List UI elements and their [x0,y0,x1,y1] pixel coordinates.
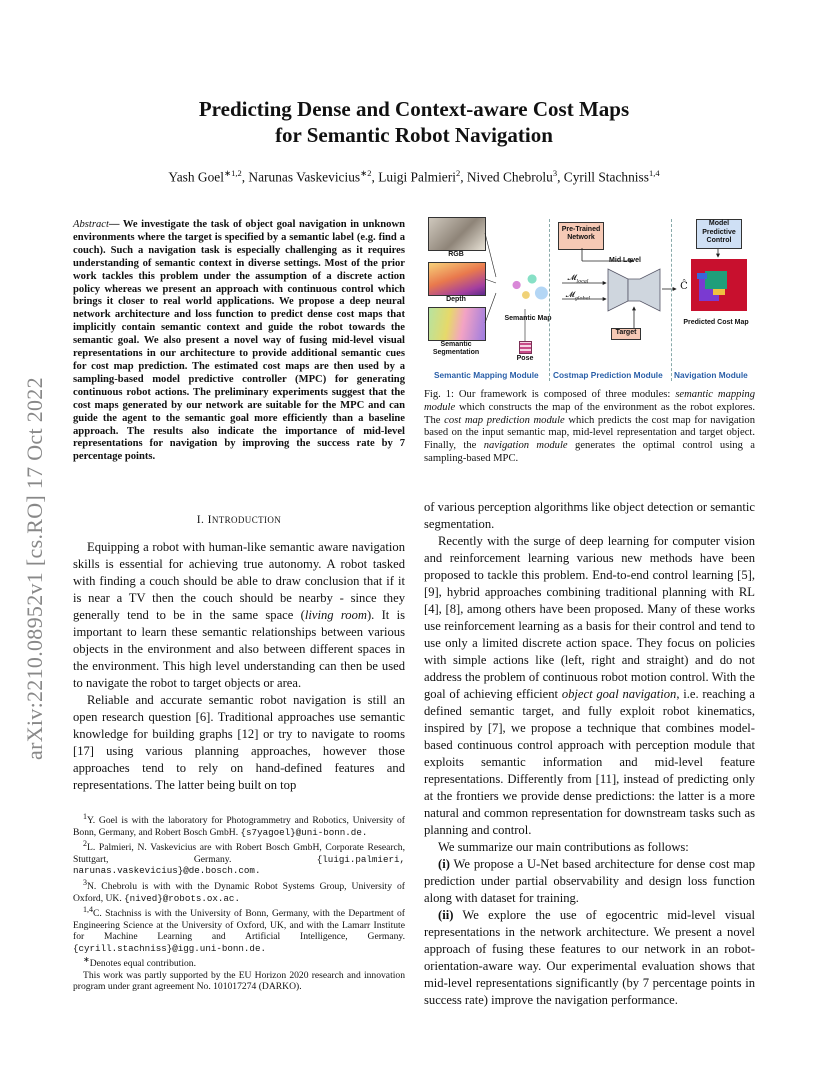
predicted-cost-map-label: Predicted Cost Map [683,319,749,326]
mid-level-label: Mid Level [609,257,641,264]
author-name: Narunas Vaskevicius [248,169,361,185]
section-title-rest: NTRODUCTION [211,515,282,525]
intro-paragraph-2: Reliable and accurate semantic robot navigation is still an open research question [6]. Traditional approaches use semantic knowledge for building graphs [12] or try to navigate to rooms [17] using various planning approaches, however those approaches tend to rely on hand-defined features and representations. The latter being built on top [73,693,405,792]
section-number: I. [196,514,205,526]
footnotes [73,811,405,993]
module-label-navigation: Navigation Module [674,370,748,380]
mpc-label: Model Predictive Control [702,220,736,244]
title-line-2: for Semantic Robot Navigation [275,123,553,147]
abstract-text: — We investigate the task of object goal navigation in unknown environments where the target is specified by a semantic label (e.g. find a couch). Such a navigation task is especially challenging as it requires understanding of semantic context in diverse settings. Most of the prior work tackles this problem under the assumption of a discrete action policy whereas we present an approach with continuous control which brings it closer to real world applications. We propose a deep neural network architecture and loss function to predict dense cost maps that implicitly contain semantic context and guide the robot towards the semantic goal. We also present a novel way of fusing mid-level visual representations in our architecture to provide additional semantic cues for cost map prediction. The estimated cost maps are then used by a sampling-based model predictive controller (MPC) for generating continuous robot actions. The preliminary experiments suggest that the cost maps generated by our network are suitable for the MPC and can guide the agent to the semantic goal more efficiently than a baseline approach. The results also indicate the importance of mid-level representations for navigation by improving the success rate by 7 percentage points. [73,219,405,463]
abstract-label: Abstract [73,219,109,230]
footnote-3: $^3$N. Chebrolu is with with the Dynamic Robot Systems Group, University of Oxford, UK. {nived}@robots.ox.ac. [73,877,405,904]
section-title-first: I [207,514,212,526]
footnote-1: $^1$Y. Goel is with the laboratory for Photogrammetry and Robotics, University of Bonn, Germany, and Robert Bosch GmbH. {s7yagoel}@uni-bonn.de. [73,812,405,838]
col2-paragraph-1: Recently with the surge of deep learning for computer vision and reinforcement learning various new methods have been proposed to tackle this problem. End-to-end control learning [5], [9], hybrid approaches combining traditional planning with RL [4], [8], among others have been proposed. Many of these works use reinforcement learning as a basis for their control and tend to use only a limited discrete action space. They focus on policies with simple actions like (left, right and straight) and do not address the problem of continuous robot motion control. With the goal of achieving efficient object goal navigation, i.e. reaching a defined semantic target, and fully exploit robot kinematics, inspired by [7], we propose a technique that combines model-based continuous control approach with perception module that exploits semantic information and mid-level feature representations. Differently from [11], instead of predicting only at the frontiers we provide dense predictions: the latter is a more natural and common representation for downstream tasks such as planning and control. [424,534,756,837]
contribution-1: (i) We propose a U-Net based architecture for dense cost map prediction under partial observability and design loss function along with dataset for training. [424,857,755,905]
module-label-costmap-prediction: Costmap Prediction Module [553,370,663,380]
predicted-cost-map-image [691,259,747,311]
author-affiliation: ∗2 [360,168,372,178]
col2-paragraph-0: of various perception algorithms like object detection or semantic segmentation. [424,500,755,531]
author-affiliation: 1,4 [648,168,660,178]
rgb-label: RGB [448,251,464,258]
m-global-label: 𝓜$_{global}$ [565,290,591,302]
author-affiliation: ∗1,2 [223,168,242,178]
c-hat-label: Ĉ [680,281,688,292]
module-divider-2 [671,219,672,381]
module-label-semantic-mapping: Semantic Mapping Module [434,370,539,380]
semantic-segmentation-label: Semantic Segmentation [432,341,480,356]
intro-column-left [73,539,405,794]
intro-column-right [424,499,755,1009]
intro-paragraph-1: Equipping a robot with human-like semantic aware navigation skills is essential for achieving true autonomy. A robot tasked with finding a couch should be able to draw conclusion that if it is near a TV then the couch should be nearby - since they generally tend to be in the same space (living room). It is important to learn these semantic relationships between various objects in the environment and also between different spaces in the environment. This high level understanding can then be used to navigate the robot to target objects or area. [73,540,406,690]
author-list: Yash Goel$^{∗1,2}$, Narunas Vaskevicius$^{∗2}$, Luigi Palmieri$^2$, Nived Chebrolu$^3$, Cyrill Stachniss$^{1,4}$ [168,168,660,185]
abstract [73,219,405,464]
author-affiliation: 3 [552,168,558,178]
target-label: Target [615,329,637,336]
footnote-4: $^{1,4}$C. Stachniss is with the University of Bonn, Germany, with the Department of Engineering Science at the University of Oxford, UK, and with the Lamarr Institute for Machine Learning and Artificial Intelligence, Germany. {cyrill.stachniss}@igg.uni-bonn.de. [73,905,405,954]
module-divider-1 [549,219,550,381]
col2-paragraph-2: We summarize our main contributions as follows: [438,840,689,854]
author-name: Nived Chebrolu [466,169,553,185]
m-local-label: 𝓜$_{local}$ [567,273,589,285]
depth-label: Depth [446,296,466,303]
pretrained-network-label: Pre-Trained Network [561,226,601,241]
semantic-map-label: Semantic Map [504,315,552,322]
contribution-2: (ii) We explore the use of egocentric mid-level visual representations in the network architecture. We present a novel approach of fusing these features to our network in an robot-orientation-aware way. Our experimental evaluation shows that mid-level representations significantly (by 7 percentage points in success rate) improve the navigation performance. [424,908,755,1007]
author-name: Luigi Palmieri [378,169,456,185]
footnote-6: This work was partly supported by the EU Horizon 2020 research and innovation program under grant agreement No. 101017274 (DARKO). [73,969,405,993]
pose-label: Pose [516,355,534,362]
section-heading-introduction [73,514,405,526]
author-name: Cyrill Stachniss [563,169,649,185]
paper-title [0,96,828,148]
footnote-2: $^2$L. Palmieri, N. Vaskevicius are with Robert Bosch GmbH, Corporate Research, Stuttgart, Germany. {luigi.palmieri, narunas.vaskevicius}@de.bosch.com. [73,839,405,877]
footnote-5: ∗Denotes equal contribution. [83,955,197,970]
author-name: Yash Goel [168,169,224,185]
author-affiliation: 2 [455,168,461,178]
figure-1 [428,217,753,385]
arxiv-stamp: arXiv:2210.08952v1 [cs.RO] 17 Oct 2022 [22,377,47,760]
figure-1-caption: Fig. 1: Our framework is composed of three modules: semantic mapping module which constructs the map of the environment as the robot explores. The cost map prediction module which predicts the cost map for navigation based on the input semantic map, mid-level representation and target object. Finally, the navigation module generates the optimal control using a sampling-based MPC. [424,389,755,464]
title-line-1: Predicting Dense and Context-aware Cost Maps [198,97,630,121]
